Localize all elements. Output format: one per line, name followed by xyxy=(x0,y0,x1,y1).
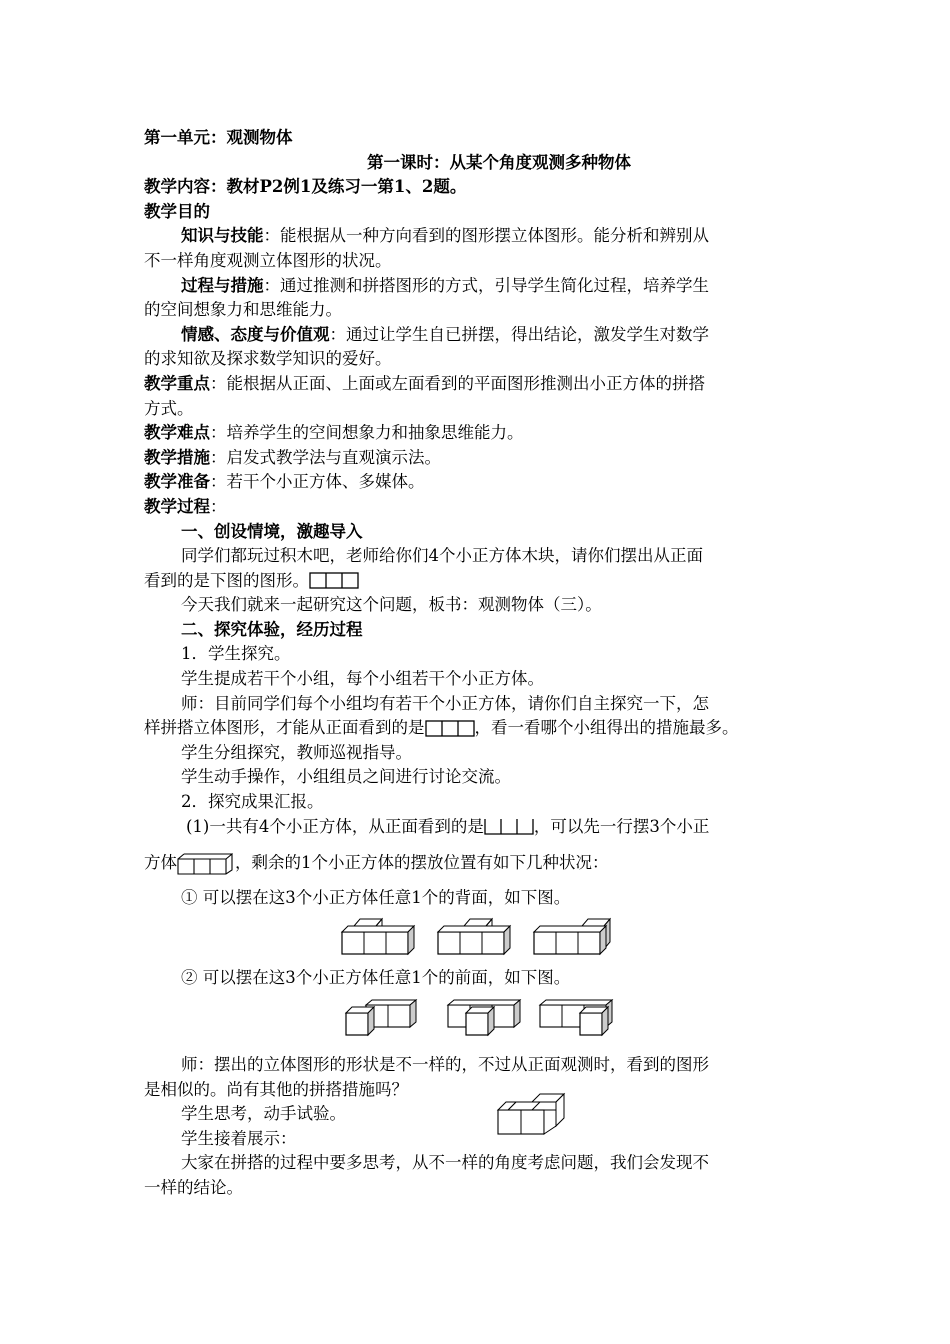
cube-arrangement-front-3 xyxy=(536,999,616,1039)
final-paragraph-a: 大家在拼搭的过程中要多思考，从不一样的角度考虑问题，我们会发现不 xyxy=(181,1153,709,1173)
three-squares-icon xyxy=(309,572,359,590)
procedure-text: ： xyxy=(210,496,227,516)
unit-title: 第一单元：观测物体 xyxy=(144,128,293,147)
objectives-heading: 教学目的 xyxy=(144,201,210,221)
s2-paragraph-1: 学生提成若干个小组，每个小组若干个小正方体。 xyxy=(181,669,544,689)
emotion-text-1: ：通过让学生自已拼摆，得出结论，激发学生对数学 xyxy=(329,324,709,344)
cube-arrangement-front-1 xyxy=(344,999,424,1039)
report-line-1 xyxy=(144,815,814,840)
cube-arrangement-front-2 xyxy=(444,999,524,1039)
emotion-label: 情感、态度与价值观 xyxy=(181,324,330,344)
process-line-1 xyxy=(144,274,814,299)
procedure-line xyxy=(144,495,814,520)
s2-paragraph-2b-pre: 样拼搭立体图形，才能从正面看到的是 xyxy=(144,718,425,738)
final-paragraph-b: 一样的结论。 xyxy=(144,1177,243,1197)
s2-item-2: 2．探究成果汇报。 xyxy=(181,792,324,812)
knowledge-text-1: ：能根据从一种方向看到的图形摆立体图形。能分析和辨别从 xyxy=(263,226,709,246)
cube-staircase-figure xyxy=(496,1090,572,1136)
report-line-1-pre: (1)一共有4个小正方体，从正面看到的是 xyxy=(186,816,484,836)
difficulty-text: ：培养学生的空间想象力和抽象思维能力。 xyxy=(210,423,524,443)
report-line-2 xyxy=(144,851,814,876)
knowledge-line-2: 不一样角度观测立体图形的状况。 xyxy=(144,250,392,270)
cube-arrangement-back-3 xyxy=(532,916,612,956)
teacher-remark-a: 师：摆出的立体图形的形状是不一样的，不过从正面观测时，看到的图形 xyxy=(181,1055,709,1074)
s2-paragraph-3: 学生分组探究，教师巡视指导。 xyxy=(181,742,412,762)
difficulty-line xyxy=(144,421,814,446)
three-squares-icon xyxy=(425,720,475,738)
s2-item-1: 1．学生探究。 xyxy=(181,644,291,664)
key-point-label: 教学重点 xyxy=(144,373,210,393)
three-cubes-row-icon xyxy=(177,853,235,875)
s2-paragraph-4: 学生动手操作，小组组员之间进行讨论交流。 xyxy=(181,767,511,787)
method-line xyxy=(144,446,814,471)
s1-paragraph-1b-text: 看到的是下图的图形。 xyxy=(144,570,309,590)
section-1-heading: 一、创设情境，激趣导入 xyxy=(181,521,363,541)
key-point-line-1 xyxy=(144,372,814,397)
teacher-remark-b: 是相似的。尚有其他的拼搭措施吗？ xyxy=(144,1079,408,1099)
lesson-title: 第一课时：从某个角度观测多种物体 xyxy=(367,152,631,172)
content-label: 教学内容： xyxy=(144,177,227,197)
knowledge-label: 知识与技能 xyxy=(181,226,264,246)
s2-paragraph-2a: 师：目前同学们每个小组均有若干个小正方体，请你们自主探究一下，怎 xyxy=(181,693,709,713)
s2-paragraph-2b-post: ，看一看哪个小组得出的措施最多。 xyxy=(474,718,739,738)
difficulty-label: 教学难点 xyxy=(144,423,210,443)
procedure-label: 教学过程 xyxy=(144,496,210,516)
case-1-text: ① 可以摆在这3个小正方体任意1个的背面，如下图。 xyxy=(181,887,571,907)
key-point-line-2: 方式。 xyxy=(144,398,194,418)
case-2-figures xyxy=(144,999,814,1039)
three-squares-open-icon xyxy=(484,818,534,836)
section-2-heading: 二、探究体验，经历过程 xyxy=(181,619,363,639)
emotion-line-2: 的求知欲及探求数学知识的爱好。 xyxy=(144,349,392,369)
cube-arrangement-back-1 xyxy=(340,916,420,956)
s2-paragraph-2b xyxy=(144,716,814,741)
s1-paragraph-2: 今天我们就来一起研究这个问题，板书：观测物体（三）。 xyxy=(181,595,602,615)
emotion-line-1 xyxy=(144,323,814,348)
method-text: ：启发式教学法与直观演示法。 xyxy=(210,447,441,467)
process-text-1: ：通过推测和拼搭图形的方式，引导学生简化过程，培养学生 xyxy=(263,275,709,295)
s1-paragraph-1a: 同学们都玩过积木吧，老师给你们4个小正方体木块，请你们摆出从正面 xyxy=(181,546,703,566)
content-text: 教材P2例1及练习一第1、2题。 xyxy=(226,177,467,197)
s1-paragraph-1b xyxy=(144,569,814,594)
show-line: 学生接着展示： xyxy=(181,1128,297,1148)
method-label: 教学措施 xyxy=(144,447,210,467)
cube-arrangement-back-2 xyxy=(436,916,516,956)
teaching-content xyxy=(144,175,814,200)
key-point-text-1: ：能根据从正面、上面或左面看到的平面图形推测出小正方体的拼搭 xyxy=(210,373,705,393)
prep-text: ：若干个小正方体、多媒体。 xyxy=(210,472,425,492)
think-line: 学生思考，动手试验。 xyxy=(181,1104,346,1124)
case-2-text: ② 可以摆在这3个小正方体任意1个的前面，如下图。 xyxy=(181,968,571,988)
lesson-document xyxy=(144,126,814,1201)
process-label: 过程与措施 xyxy=(181,275,264,295)
report-line-2-pre: 方体 xyxy=(144,853,177,873)
report-line-1-post: ，可以先一行摆3个小正 xyxy=(533,816,710,836)
case-1-figures xyxy=(144,916,814,956)
prep-line xyxy=(144,470,814,495)
knowledge-line-1 xyxy=(144,224,814,249)
report-line-2-post: ，剩余的1个小正方体的摆放位置有如下几种状况： xyxy=(235,853,609,873)
process-line-2: 的空间想象力和思维能力。 xyxy=(144,300,342,320)
prep-label: 教学准备 xyxy=(144,472,210,492)
